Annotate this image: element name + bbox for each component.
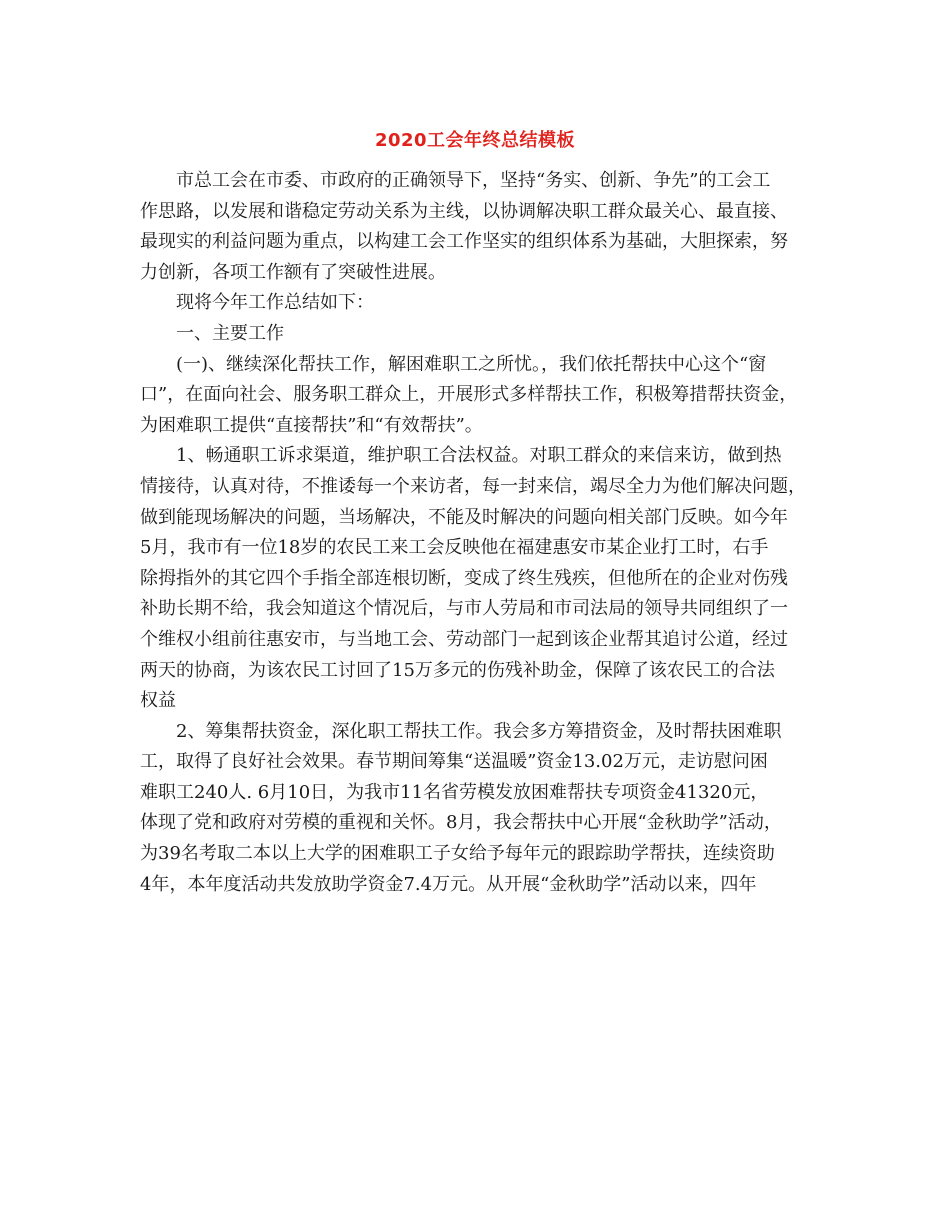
text-line: 权益 (140, 690, 176, 712)
document-title: 2020工会年终总结模板 (374, 130, 576, 151)
text-line: 工，取得了良好社会效果。春节期间筹集“送温暖”资金13.02万元，走访慰问困 (140, 751, 768, 773)
text-line: 体现了党和政府对劳模的重视和关怀。8月，我会帮扶中心开展“金秋助学”活动， (140, 812, 782, 834)
text-line: 情接待，认真对待，不推诿每一个来访者，每一封来信，竭尽全力为他们解决问题， (140, 475, 806, 497)
text-line: 做到能现场解决的问题，当场解决，不能及时解决的问题向相关部门反映。如今年 (140, 506, 788, 528)
text-line: 现将今年工作总结如下： (176, 292, 374, 314)
text-line: 1、畅通职工诉求渠道，维护职工合法权益。对职工群众的来信来访，做到热 (176, 445, 782, 467)
text-line: 除拇指外的其它四个手指全部连根切断，变成了终生残疾，但他所在的企业对伤残 (140, 567, 788, 589)
text-line: 作思路，以发展和谐稳定劳动关系为主线，以协调解决职工群众最关心、最直接、 (140, 200, 788, 222)
text-line: 两天的协商，为该农民工讨回了15万多元的伤残补助金，保障了该农民工的合法 (140, 659, 775, 681)
document-body (140, 166, 820, 900)
text-line: 为39名考取二本以上大学的困难职工子女给予每年元的跟踪助学帮扶，连续资助 (140, 843, 775, 865)
text-line: 市总工会在市委、市政府的正确领导下，坚持“务实、创新、争先”的工会工 (176, 170, 771, 191)
text-line: 5月，我市有一位18岁的农民工来工会反映他在福建惠安市某企业打工时，右手 (140, 537, 769, 559)
text-line: 最现实的利益问题为重点，以构建工会工作坚实的组织体系为基础，大胆探索，努 (140, 231, 788, 253)
text-line: 4年，本年度活动共发放助学资金7.4万元。从开展“金秋助学”活动以来，四年 (140, 873, 757, 895)
text-line: 为困难职工提供“直接帮扶”和“有效帮扶”。 (140, 414, 483, 436)
text-line: 2、筹集帮扶资金，深化职工帮扶工作。我会多方筹措资金，及时帮扶困难职 (176, 720, 782, 742)
text-line: 难职工240人. 6月10日，为我市11名省劳模发放困难帮扶专项资金41320元， (140, 781, 769, 803)
text-line: 个维权小组前往惠安市，与当地工会、劳动部门一起到该企业帮其追讨公道，经过 (140, 628, 788, 650)
text-line: (一)、继续深化帮扶工作，解困难职工之所忧。，我们依托帮扶中心这个“窗 (176, 353, 767, 375)
text-line: 力创新，各项工作额有了突破性进展。 (140, 261, 446, 283)
text-line: 补助长期不给，我会知道这个情况后，与市人劳局和市司法局的领导共同组织了一 (140, 598, 788, 620)
text-line: 一、主要工作 (176, 322, 284, 344)
text-line: 口”，在面向社会、服务职工群众上，开展形式多样帮扶工作，积极筹措帮扶资金， (140, 384, 798, 406)
